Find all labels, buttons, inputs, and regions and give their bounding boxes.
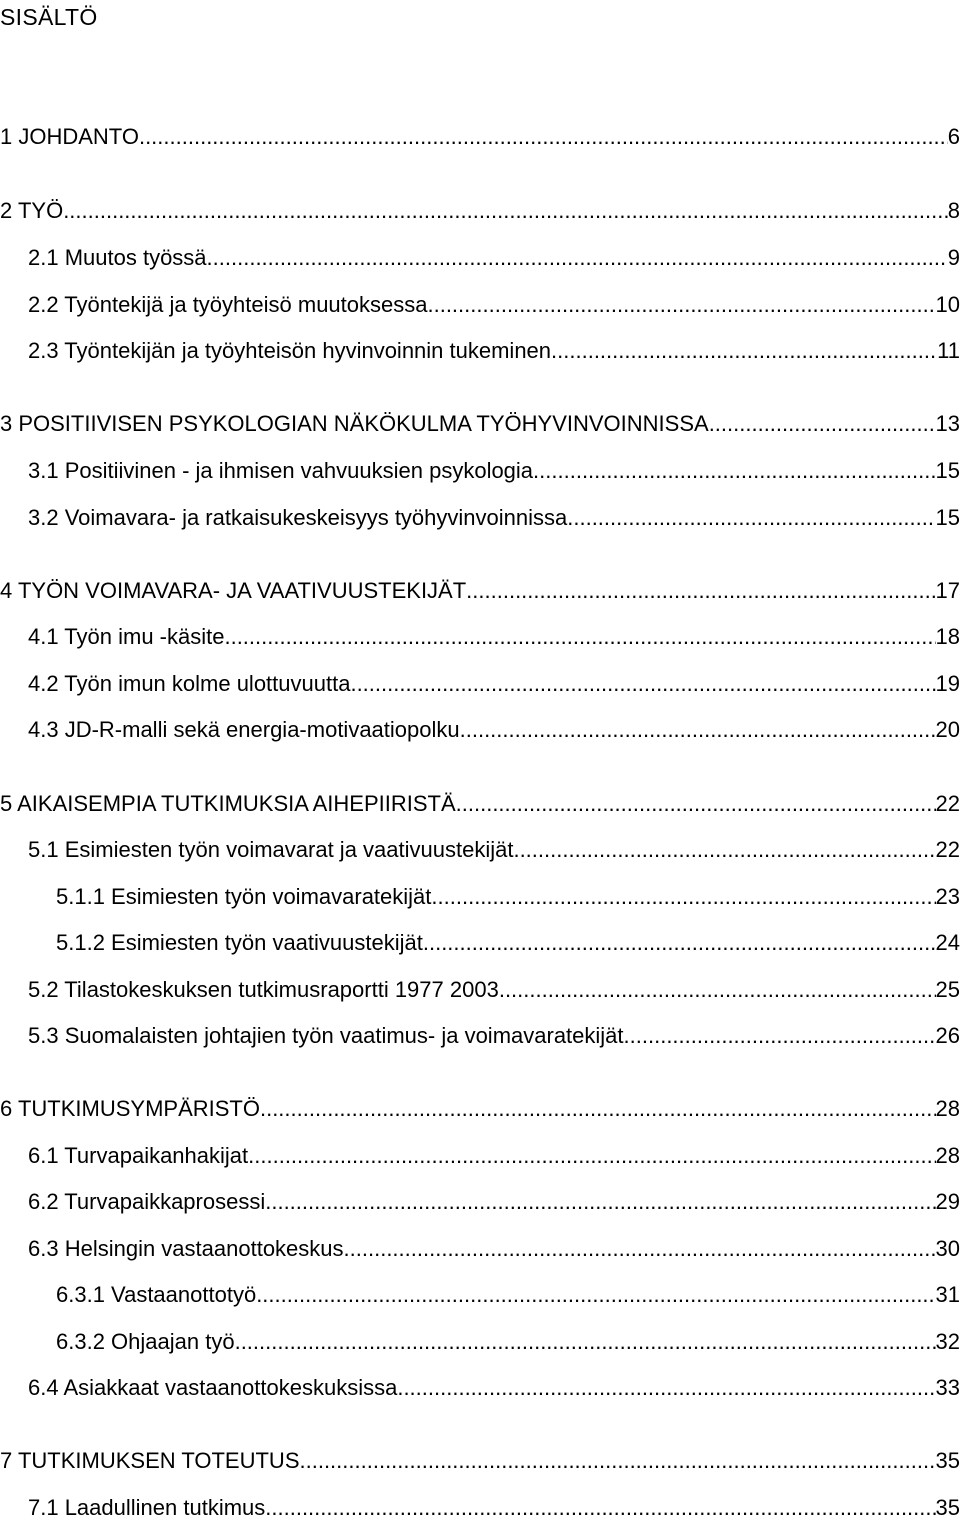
toc-entry[interactable]	[0, 928, 960, 958]
toc-entry-page-number: 28	[935, 1143, 960, 1168]
toc-entry-label: 5 AIKAISEMPIA TUTKIMUKSIA AIHEPIIRISTÄ	[0, 791, 456, 816]
toc-entry-page-number: 35	[935, 1495, 960, 1520]
toc-entry-label: 2 TYÖ	[0, 198, 64, 223]
page-title: SISÄLTÖ	[0, 4, 98, 30]
toc-entry[interactable]	[0, 1234, 960, 1264]
toc-entry-page-number: 29	[935, 1189, 960, 1214]
toc-entry[interactable]	[0, 622, 960, 652]
toc-entry[interactable]	[0, 122, 960, 152]
toc-entry-label: 6.4 Asiakkaat vastaanottokeskuksissa	[28, 1375, 398, 1400]
dot-leader	[513, 835, 935, 865]
toc-entry-page-number: 22	[935, 837, 960, 862]
toc-entry[interactable]	[0, 336, 960, 366]
dot-leader	[63, 196, 948, 226]
toc-entry-label: 6.3.2 Ohjaajan työ	[56, 1329, 235, 1354]
toc-entry-label: 2.1 Muutos työssä	[28, 245, 207, 270]
toc-entry-label: 6.1 Turvapaikanhakijat	[28, 1143, 249, 1168]
toc-entry-page-number: 17	[935, 578, 960, 603]
toc-entry-page-number: 10	[935, 292, 960, 317]
toc-entry[interactable]	[0, 1141, 960, 1171]
toc-entry-page-number: 8	[947, 198, 960, 223]
toc-entry[interactable]	[0, 1021, 960, 1051]
toc-entry-label: 5.1.2 Esimiesten työn vaativuustekijät	[56, 930, 423, 955]
dot-leader	[207, 243, 948, 273]
toc-entry-page-number: 35	[935, 1448, 960, 1473]
toc-entry[interactable]	[0, 789, 960, 819]
dot-leader	[139, 122, 948, 152]
dot-leader	[224, 622, 935, 652]
toc-entry-page-number: 11	[937, 338, 960, 363]
dot-leader	[431, 882, 935, 912]
dot-leader	[709, 409, 936, 439]
dot-leader	[624, 1021, 936, 1051]
dot-leader	[460, 715, 936, 745]
toc-entry[interactable]	[0, 882, 960, 912]
dot-leader	[235, 1327, 936, 1357]
toc-entry-page-number: 20	[935, 717, 960, 742]
toc-entry-page-number: 15	[935, 505, 960, 530]
toc-entry-page-number: 32	[935, 1329, 960, 1354]
toc-entry-page-number: 15	[935, 458, 960, 483]
toc-entry[interactable]	[0, 196, 960, 226]
toc-entry-label: 6 TUTKIMUSYMPÄRISTÖ	[0, 1096, 260, 1121]
toc-entry-label: 4 TYÖN VOIMAVARA- JA VAATIVUUSTEKIJÄT	[0, 578, 467, 603]
toc-entry[interactable]	[0, 669, 960, 699]
toc-entry[interactable]	[0, 1446, 960, 1476]
toc-entry-label: 7.1 Laadullinen tutkimus	[28, 1495, 266, 1520]
toc-entry[interactable]	[0, 1280, 960, 1310]
dot-leader	[265, 1187, 935, 1217]
toc-entry-page-number: 22	[935, 791, 960, 816]
dot-leader	[456, 789, 936, 819]
toc-entry-label: 5.2 Tilastokeskuksen tutkimusraportti 1977 2003	[28, 977, 499, 1002]
dot-leader	[466, 576, 935, 606]
toc-entry-page-number: 30	[935, 1236, 960, 1261]
dot-leader	[397, 1373, 935, 1403]
toc-entry-label: 4.2 Työn imun kolme ulottuvuutta	[28, 671, 351, 696]
dot-leader	[300, 1446, 936, 1476]
toc-entry[interactable]	[0, 835, 960, 865]
toc-entry-label: 3.1 Positiivinen - ja ihmisen vahvuuksien psykologia	[28, 458, 534, 483]
toc-entry[interactable]	[0, 576, 960, 606]
toc-entry-label: 5.1.1 Esimiesten työn voimavaratekijät	[56, 884, 432, 909]
toc-entry-page-number: 33	[935, 1375, 960, 1400]
dot-leader	[260, 1094, 936, 1124]
toc-entry-label: 2.3 Työntekijän ja työyhteisön hyvinvoinnin tukeminen	[28, 338, 552, 363]
toc-entry[interactable]	[0, 290, 960, 320]
dot-leader	[427, 290, 935, 320]
dot-leader	[423, 928, 936, 958]
dot-leader	[350, 669, 935, 699]
toc-entry[interactable]	[0, 503, 960, 533]
toc-entry[interactable]	[0, 1094, 960, 1124]
dot-leader	[567, 503, 935, 533]
dot-leader	[551, 336, 937, 366]
toc-entry-page-number: 19	[935, 671, 960, 696]
toc-entry[interactable]	[0, 243, 960, 273]
dot-leader	[344, 1234, 936, 1264]
toc-entry[interactable]	[0, 456, 960, 486]
toc-entry-page-number: 9	[947, 245, 960, 270]
dot-leader	[499, 975, 936, 1005]
toc-entry-label: 4.1 Työn imu -käsite	[28, 624, 225, 649]
toc-entry-page-number: 18	[935, 624, 960, 649]
toc-entry-label: 1 JOHDANTO	[0, 124, 139, 149]
dot-leader	[256, 1280, 935, 1310]
toc-entry-page-number: 23	[935, 884, 960, 909]
dot-leader	[265, 1493, 935, 1523]
toc-entry-label: 6.3 Helsingin vastaanottokeskus	[28, 1236, 344, 1261]
toc-entry[interactable]	[0, 715, 960, 745]
toc-entry-label: 5.3 Suomalaisten johtajien työn vaatimus- ja voimavaratekijät	[28, 1023, 624, 1048]
toc-entry-page-number: 31	[935, 1282, 960, 1307]
dot-leader	[533, 456, 935, 486]
toc-entry-page-number: 26	[935, 1023, 960, 1048]
toc-entry-page-number: 24	[935, 930, 960, 955]
toc-entry-label: 2.2 Työntekijä ja työyhteisö muutoksessa	[28, 292, 428, 317]
toc-entry-page-number: 13	[935, 411, 960, 436]
toc-entry-page-number: 25	[935, 977, 960, 1002]
toc-entry[interactable]	[0, 1327, 960, 1357]
toc-entry[interactable]	[0, 1187, 960, 1217]
toc-entry-label: 3 POSITIIVISEN PSYKOLOGIAN NÄKÖKULMA TYÖHYVINVOINNISSA	[0, 411, 709, 436]
toc-entry-label: 4.3 JD-R-malli sekä energia-motivaatiopolku	[28, 717, 460, 742]
toc-entry-page-number: 28	[935, 1096, 960, 1121]
toc-entry-page-number: 6	[947, 124, 960, 149]
toc-entry-label: 3.2 Voimavara- ja ratkaisukeskeisyys työhyvinvoinnissa	[28, 505, 568, 530]
toc-entry-label: 6.2 Turvapaikkaprosessi	[28, 1189, 266, 1214]
toc-entry[interactable]	[0, 975, 960, 1005]
toc-entry-label: 7 TUTKIMUKSEN TOTEUTUS	[0, 1448, 300, 1473]
toc-entry-label: 6.3.1 Vastaanottotyö	[56, 1282, 257, 1307]
toc-entry[interactable]	[0, 1373, 960, 1403]
toc-entry[interactable]	[0, 1493, 960, 1523]
toc-entry[interactable]	[0, 409, 960, 439]
dot-leader	[248, 1141, 935, 1171]
toc-entry-label: 5.1 Esimiesten työn voimavarat ja vaativuustekijät	[28, 837, 514, 862]
